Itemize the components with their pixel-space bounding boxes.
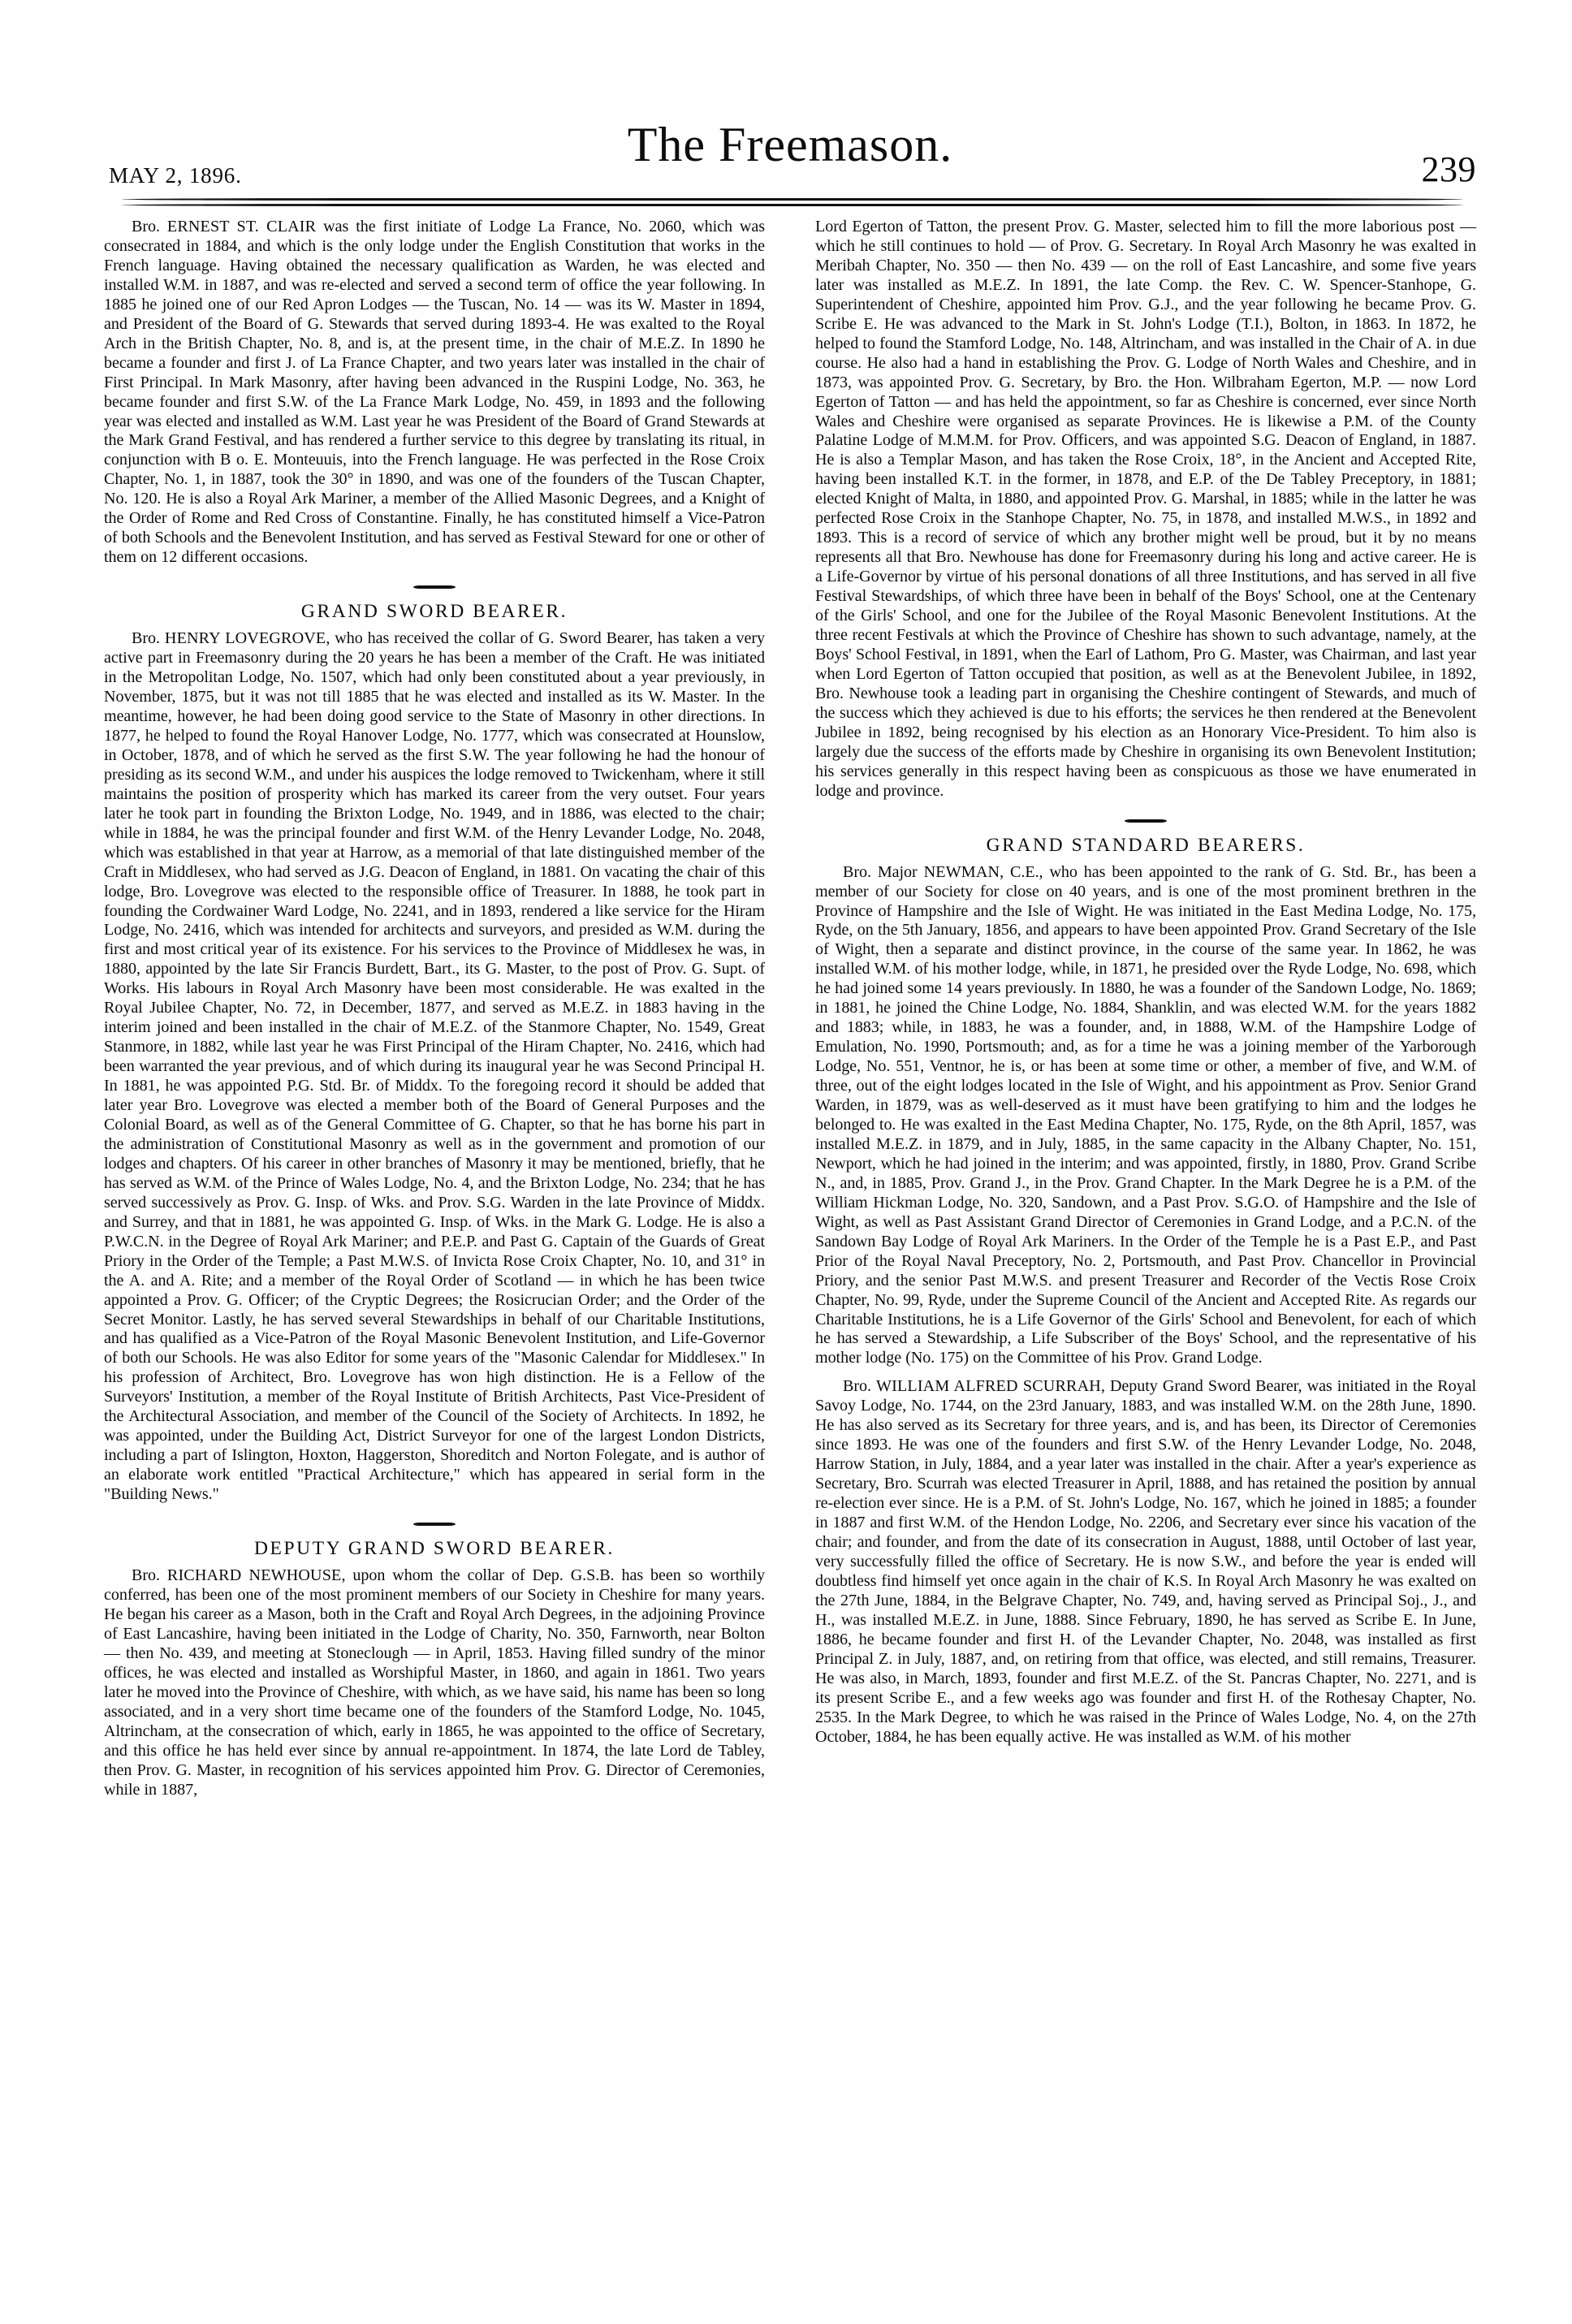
section-grand-standard-bearers <box>815 819 1476 857</box>
masthead <box>104 118 1476 192</box>
publication-title: The Freemason. <box>627 118 953 171</box>
paragraph-henry-lovegrove: Bro. HENRY LOVEGROVE, who has received the collar of G. Sword Bearer, has taken a very active part in Freemasonry during the 20 years he has been a member of the Craft. He was initiated in the Metropolitan Lodge, No. 1507, which had only been constituted about a year previously, in November, 1875, but it was not till 1885 that he was elected and installed as its W. Master. In the meantime, however, he had been doing good service to the State of Masonry in other directions. In 1877, he helped to found the Royal Hanover Lodge, No. 1777, which was consecrated at Hounslow, in October, 1878, and of which he served as the first S.W. The year following he had the honour of presiding as its second W.M., and under his auspices the lodge removed to Twickenham, where it still maintains the position of prosperity which has marked its career from the very outset. Four years later he took part in founding the Brixton Lodge, No. 1949, and in 1886, was elected to the chair; while in 1884, he was the principal founder and first W.M. of the Henry Levander Lodge, No. 2048, which was established in that year at Harrow, as a memorial of that late distinguished member of the Craft in Middlesex, who had served as J.G. Deacon of England, in 1881. On vacating the chair of this lodge, Bro. Lovegrove was elected to the responsible office of Treasurer. In 1888, he took part in founding the Cordwainer Ward Lodge, No. 2241, and in 1893, rendered a like service for the Hiram Lodge, No. 2416, which was intended for architects and surveyors, and presided as W.M. during the first and most critical year of its existence. For his services to the Province of Middlesex he was, in 1880, appointed by the late Sir Francis Burdett, Bart., its G. Master, to the post of Prov. G. Supt. of Works. His labours in Royal Arch Masonry have been most considerable. He was exalted in the Royal Jubilee Chapter, No. 72, in December, 1877, and served as M.E.Z. in 1883 having in the interim joined and been installed in the chair of M.E.Z. of the Stanmore Chapter, No. 1549, Great Stanmore, in 1882, while last year he was First Principal of the Hiram Chapter, No. 2416, which had been warranted the year previous, and of which during its inaugural year he was Second Principal H. In 1881, he was appointed P.G. Std. Br. of Middx. To the foregoing record it should be added that later year Bro. Lovegrove was elected a member both of the Board of General Purposes and the Colonial Board, as well as of the General Committee of G. Chapter, so that he has borne his part in the administration of Constitutional Masonry as well as in the government and promotion of our lodges and chapters. Of his career in other branches of Masonry it may be mentioned, briefly, that he has served as W.M. of the Prince of Wales Lodge, No. 4, and the Brixton Lodge, No. 234; that he has served successively as Prov. G. Insp. of Wks. and Prov. S.G. Warden in the late Province of Middx. and Surrey, and that in 1881, he was appointed G. Insp. of Wks. in the Mark G. Lodge. He is also a P.W.C.N. in the Degree of Royal Ark Mariner; and P.E.P. and Past G. Captain of the Guards of Great Priory in the Order of the Temple; a Past M.W.S. of Invicta Rose Croix Chapter, No. 10, and 31° in the A. and A. Rite; and a member of the Royal Order of Scotland — in which he has been twice appointed a Prov. G. Officer; of the Cryptic Degrees; the Rosicrucian Order; and the Order of the Secret Monitor. Lastly, he has served several Stewardships in behalf of our Charitable Institutions, and has qualified as a Vice-Patron of the Royal Masonic Benevolent Institution, and Life-Governor of both our Schools. He was also Editor for some years of the "Masonic Calendar for Middlesex." In his profession of Architect, Bro. Lovegrove has won high distinction. He is a Fellow of the Surveyors' Institution, a member of the Royal Institute of British Architects, Past Vice-President of the Architectural Association, and member of the Council of the Society of Architects. In 1892, he was appointed, under the Building Act, District Surveyor for one of the largest London Districts, including a part of Islington, Hoxton, Haggerston, Shoreditch and Norton Folegate, and is author of an elaborate work entitled "Practical Architecture," which has appeared in serial form in the "Building News." <box>104 629 765 1504</box>
paragraph-ernest-st-clair: Bro. ERNEST ST. CLAIR was the first initiate of Lodge La France, No. 2060, which was consecrated in 1884, and which is the only lodge under the English Constitution that works in the French language. Having obtained the necessary qualification as Warden, he was elected and installed W.M. in 1887, and was re-elected and served a second term of office the year following. In 1885 he joined one of our Red Apron Lodges — the Tuscan, No. 14 — was its W. Master in 1894, and President of the Board of G. Stewards that served during 1893-4. He was exalted to the Royal Arch in the British Chapter, No. 8, and is, at the present time, in the chair of M.E.Z. In 1890 he became a founder and first J. of La France Chapter, and two years later was installed in the chair of First Principal. In Mark Masonry, after having been advanced in the Ruspini Lodge, No. 363, he became founder and first S.W. of the La France Mark Lodge, No. 459, in 1893 and the following year was elected and installed as W.M. Last year he was President of the Board of Grand Stewards at the Mark Grand Festival, and has rendered a further service to this degree by translating its ritual, in conjunction with B o. E. Monteuuis, into the French language. He was perfected in the Rose Croix Chapter, No. 1, in 1887, took the 30° in 1890, and was one of the founders of the Tuscan Chapter, No. 120. He is also a Royal Ark Mariner, a member of the Allied Masonic Degrees, and a Knight of the Order of Rome and Red Cross of Constantine. Finally, he has constituted himself a Vice-Patron of both Schools and the Benevolent Institution, and has served as Festival Steward for one or other of them on 12 different occasions. <box>104 218 765 567</box>
paragraph-richard-newhouse: Bro. RICHARD NEWHOUSE, upon whom the collar of Dep. G.S.B. has been so worthily conferred, has been one of the most prominent members of our Society in Cheshire for many years. He began his career as a Mason, both in the Craft and Royal Arch Degrees, in the adjoining Province of East Lancashire, having been initiated in the Lodge of Charity, No. 350, Farnworth, near Bolton — then No. 439, and meeting at Stoneclough — in April, 1853. Having filled sundry of the minor offices, he was elected and installed as Worshipful Master, in 1860, and again in 1861. Two years later he moved into the Province of Cheshire, with which, as we have said, his name has been so long associated, and in a very short time became one of the founders of the Stamford Lodge, No. 1045, Altrincham, at the consecration of which, early in 1865, he was appointed to the office of Secretary, and this office he has held ever since by annual re-appointment. In 1874, the late Lord de Tabley, then Prov. G. Master, in recognition of his services appointed him Prov. G. Director of Ceremonies, while in 1887, <box>104 1566 765 1799</box>
paragraph-newhouse-continued: Lord Egerton of Tatton, the present Prov. G. Master, selected him to fill the more laborious post — which he still continues to hold — of Prov. G. Secretary. In Royal Arch Masonry he was exalted in Meribah Chapter, No. 350 — then No. 439 — on the roll of East Lancashire, and some five years later was installed as M.E.Z. In 1891, the late Comp. the Rev. C. W. Spencer-Stanhope, G. Superintendent of Cheshire, appointed him Prov. G.J., and the year following he became Prov. G. Scribe E. He was advanced to the Mark in St. John's Lodge (T.I.), Bolton, in 1863. In 1872, he helped to found the Stamford Lodge, No. 148, Altrincham, and was installed in the Chair of A. in due course. He also had a hand in establishing the Prov. G. Lodge of North Wales and Cheshire, and in 1873, was appointed Prov. G. Secretary, by Bro. the Hon. Wilbraham Egerton, M.P. — now Lord Egerton of Tatton — and has held the appointment, so far as Cheshire is concerned, ever since North Wales and Cheshire were organised as separate Provinces. He is likewise a P.M. of the County Palatine Lodge of M.M.M. for Prov. Officers, and was appointed S.G. Deacon of England, in 1887. He is also a Templar Mason, and has taken the Rose Croix, 18°, in the Ancient and Accepted Rite, having been installed K.T. in the former, in 1878, and E.P. of the De Tabley Preceptory, in 1881; elected Knight of Malta, in 1880, and appointed Prov. G. Marshal, in 1885; while in the latter he was perfected Rose Croix in the Stanhope Chapter, No. 75, in 1878, and installed M.W.S., in 1892 and 1893. This is a record of service of which any brother might well be proud, but it by no means represents all that Bro. Newhouse has done for Freemasonry during his long and active career. He is a Life-Governor by virtue of his personal donations of all three Institutions, and has served in all five Festival Stewardships, of which three have been in behalf of the Boys' School, one at the Centenary of the Girls' School, and one for the Jubilee of the Royal Masonic Benevolent Institutions. At the three recent Festivals at which the Province of Cheshire has shown to such advantage, namely, at the Boys' School Festival, in 1891, when the Earl of Lathom, Pro G. Master, was Chairman, and last year when Lord Egerton of Tatton occupied that position, as well as at the Benevolent Jubilee, in 1892, Bro. Newhouse took a leading part in organising the Cheshire contingent of Stewards, and much of the success which they achieved is due to his efforts; the services he then rendered at the Benevolent Jubilee in 1892, being recognised by his election as an Honorary Vice-President. To him also is largely due the success of the efforts made by Cheshire in organising its own Benevolent Institution; his services generally in this respect having been as conspicuous as those we have enumerated in lodge and province. <box>815 218 1476 800</box>
article-body <box>104 218 1476 2272</box>
issue-date: MAY 2, 1896. <box>109 163 242 188</box>
section-divider-dingbat <box>413 1523 456 1526</box>
heading-grand-sword-bearer: GRAND SWORD BEARER. <box>300 601 568 623</box>
section-divider-dingbat <box>1125 819 1167 823</box>
paragraph-major-newman: Bro. Major NEWMAN, C.E., who has been appointed to the rank of G. Std. Br., has been a member of our Society for close on 40 years, and is one of the most prominent brethren in the Province of Hampshire and the Isle of Wight. He was initiated in the East Medina Lodge, No. 175, Ryde, on the 5th January, 1856, and appears to have been appointed Prov. Grand Secretary of the Isle of Wight, then a separate and distinct province, in the course of the same year. In 1862, he was installed W.M. of his mother lodge, while, in 1871, he presided over the Ryde Lodge, No. 698, which he had joined some 14 years previously. In 1880, he was a founder of the Sandown Lodge, No. 1869; in 1881, he joined the Chine Lodge, No. 1884, Shanklin, and was elected W.M. for the years 1882 and 1883; while, in 1883, he was a founder, and, in 1888, W.M. of the Hampshire Lodge of Emulation, No. 1990, Portsmouth; and, as for a time he was a joining member of the Yarborough Lodge, No. 551, Ventnor, he is, or has been at some time or other, a member of five, and W.M. of three, out of the eight lodges located in the Isle of Wight, and his appointment as Prov. Senior Grand Warden, in 1879, was as well-deserved as it must have been gratifying to him and the lodges he belonged to. He was exalted in the East Medina Chapter, No. 175, Ryde, on the 8th April, 1857, was installed M.E.Z. in 1879, and in July, 1885, in the same capacity in the Albany Chapter, No. 151, Newport, which he had joined in the interim; and was appointed, firstly, in 1880, Prov. Grand Scribe N., and, in 1885, Prov. Grand J., in the Prov. Grand Chapter. In the Mark Degree he is a P.M. of the William Hickman Lodge, No. 320, Sandown, and a Past Prov. S.G.O. of Hampshire and the Isle of Wight, as well as Past Assistant Grand Director of Ceremonies in Grand Lodge, and a P.C.N. of the Sandown Bay Lodge of Royal Ark Mariners. In the Order of the Temple he is a Past E.P., and Past Prior of the Royal Naval Preceptory, No. 2, Portsmouth, and Past Prov. Chancellor in Provincial Priory, and the senior Past M.W.S. and present Treasurer and Recorder of the Vectis Rose Croix Chapter, No. 99, Ryde, under the Supreme Council of the Ancient and Accepted Rite. As regards our Charitable Institutions, he is a Life Governor of the Girls' School and Benevolent, for each of which he has served a Stewardship, a Life Subscriber of the Boys' School, and the representative of his mother lodge (No. 175) on the Committee of his Prov. Grand Lodge. <box>815 862 1476 1367</box>
heading-deputy-grand-sword-bearer: DEPUTY GRAND SWORD BEARER. <box>253 1538 615 1560</box>
heading-grand-standard-bearers: GRAND STANDARD BEARERS. <box>986 834 1306 856</box>
section-deputy-grand-sword-bearer <box>104 1523 765 1561</box>
section-grand-sword-bearer <box>104 585 765 624</box>
paragraph-gap <box>815 1368 1476 1377</box>
masthead-divider-rule <box>122 198 1463 206</box>
column-left <box>104 218 765 2272</box>
column-right <box>815 218 1476 2272</box>
paragraph-william-alfred-scurrah: Bro. WILLIAM ALFRED SCURRAH, Deputy Grand Sword Bearer, was initiated in the Royal Savoy Lodge, No. 1744, on the 23rd January, 1883, and was installed W.M. on the 28th June, 1890. He has also served as its Secretary for three years, and is, and has been, its Director of Ceremonies since 1893. He was one of the founders and first S.W. of the Henry Levander Lodge, No. 2048, Harrow Station, in July, 1884, and a year later was installed in the chair. After a year's experience as Secretary, Bro. Scurrah was elected Treasurer in April, 1888, and has retained the position by annual re-election ever since. He is a P.M. of St. John's Lodge, No. 167, which he joined in 1885; a founder in 1887 and first W.M. of the Hendon Lodge, No. 2206, and Secretary ever since his vacation of the chair; and founder, and from the date of its consecration in August, 1888, until October of last year, very successfully filled the office of Secretary. He is now S.W., and before the year is ended will doubtless find himself yet once again in the chair of K.S. In Royal Arch Masonry he was exalted on the 27th June, 1884, in the Belgrave Chapter, No. 749, and, having served as Principal Soj., J., and H., was installed M.E.Z. in June, 1888. Since February, 1890, he has served as Scribe E. In June, 1886, he became founder and first H. of the Levander Chapter, No. 2048, was installed as first Principal Z. in July, 1887, and, on retiring from that office, was elected, and still remains, Treasurer. He was also, in March, 1893, founder and first M.E.Z. of the St. Pancras Chapter, No. 2271, and is its present Scribe E., and a few weeks ago was founder and first H. of the Rothesay Chapter, No. 2535. In the Mark Degree, to which he was raised in the Prince of Wales Lodge, No. 4, on the 27th October, 1884, he has been equally active. He was installed as W.M. of his mother <box>815 1377 1476 1746</box>
section-divider-dingbat <box>413 585 456 589</box>
page-number: 239 <box>1421 149 1476 189</box>
